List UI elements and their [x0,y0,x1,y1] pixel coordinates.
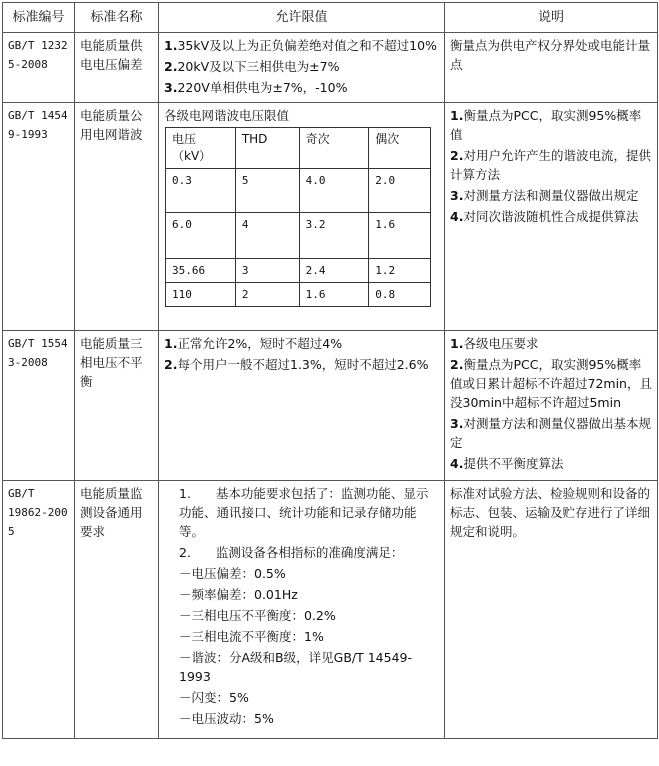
standard-code: GB/T 19862-2005 [3,481,75,739]
standard-name: 电能质量三相电压不平衡 [75,331,159,481]
accuracy-item: －电压偏差：0.5% [179,566,286,581]
harmonic-cell: 0.3 [166,169,236,213]
standard-name: 电能质量公用电网谐波 [75,103,159,331]
limit-cell [159,33,445,103]
header-code: 标准编号 [3,3,75,33]
note-item: 3.对测量方法和测量仪器做出基本规定 [450,416,651,450]
requirement-item: 2. 监测设备各相指标的准确度满足： [179,545,404,560]
harmonic-table-title: 各级电网谐波电压限值 [164,108,290,123]
harmonic-cell: 1.6 [369,213,431,259]
harmonic-cell: 5 [235,169,299,213]
harmonic-header: 电压（kV） [166,128,236,169]
harmonic-cell: 4 [235,213,299,259]
standard-code: GB/T 15543-2008 [3,331,75,481]
note-cell [445,103,658,331]
harmonic-limit-table [165,127,431,307]
harmonic-cell: 2 [235,283,299,307]
note-item: 2.衡量点为PCC，取实测95%概率值或日累计超标不许超过72min，且没30min中超标不许超过5min [450,357,652,410]
accuracy-item: －谐波：分A级和B级，详见GB/T 14549-1993 [179,650,412,684]
harmonic-row [166,259,431,283]
table-row [3,33,658,103]
standard-code: GB/T 14549-1993 [3,103,75,331]
harmonic-header: THD [235,128,299,169]
note-item: 4.对同次谐波随机性合成提供算法 [450,209,639,224]
note-item: 4.提供不平衡度算法 [450,456,564,471]
header-note: 说明 [445,3,658,33]
limit-item: 1.35kV及以上为正负偏差绝对值之和不超过10% [164,38,437,53]
harmonic-cell: 2.4 [299,259,369,283]
limit-item: 2.每个用户一般不超过1.3%，短时不超过2.6% [164,357,429,372]
limit-cell [159,103,445,331]
harmonic-cell: 110 [166,283,236,307]
accuracy-item: －三相电压不平衡度：0.2% [179,608,336,623]
harmonic-cell: 4.0 [299,169,369,213]
harmonic-row [166,213,431,259]
harmonic-row [166,283,431,307]
harmonic-header-row [166,128,431,169]
limit-item: 1.正常允许2%，短时不超过4% [164,336,343,351]
harmonic-cell: 0.8 [369,283,431,307]
header-limit: 允许限值 [159,3,445,33]
accuracy-item: －频率偏差：0.01Hz [179,587,298,602]
requirement-item: 1. 基本功能要求包括了：监测功能、显示功能、通讯接口、统计功能和记录存储功能等。 [179,486,429,539]
harmonic-header: 偶次 [369,128,431,169]
limit-cell [159,331,445,481]
standards-table [2,2,658,739]
standard-code: GB/T 12325-2008 [3,33,75,103]
limit-item: 3.220V单相供电为±7%，-10% [164,80,348,95]
table-header-row [3,3,658,33]
note-item: 1.衡量点为PCC，取实测95%概率值 [450,108,642,142]
accuracy-item: －电压波动：5% [179,711,274,726]
note-item: 2.对用户允许产生的谐波电流，提供计算方法 [450,148,651,182]
harmonic-cell: 1.6 [299,283,369,307]
note-item: 1.各级电压要求 [450,336,539,351]
limit-item: 2.20kV及以下三相供电为±7% [164,59,340,74]
harmonic-cell: 3 [235,259,299,283]
accuracy-item: －闪变：5% [179,690,249,705]
limit-cell [159,481,445,739]
harmonic-cell: 2.0 [369,169,431,213]
harmonic-header: 奇次 [299,128,369,169]
note-cell: 标准对试验方法、检验规则和设备的标志、包装、运输及贮存进行了详细规定和说明。 [445,481,658,739]
note-cell: 衡量点为供电产权分界处或电能计量点 [445,33,658,103]
harmonic-cell: 3.2 [299,213,369,259]
note-item: 3.对测量方法和测量仪器做出规定 [450,188,639,203]
harmonic-cell: 35.66 [166,259,236,283]
note-cell [445,331,658,481]
harmonic-row [166,169,431,213]
table-row [3,103,658,331]
harmonic-cell: 1.2 [369,259,431,283]
standard-name: 电能质量供电电压偏差 [75,33,159,103]
header-name: 标准名称 [75,3,159,33]
table-row [3,331,658,481]
accuracy-item: －三相电流不平衡度：1% [179,629,324,644]
table-row [3,481,658,739]
harmonic-cell: 6.0 [166,213,236,259]
standard-name: 电能质量监测设备通用要求 [75,481,159,739]
